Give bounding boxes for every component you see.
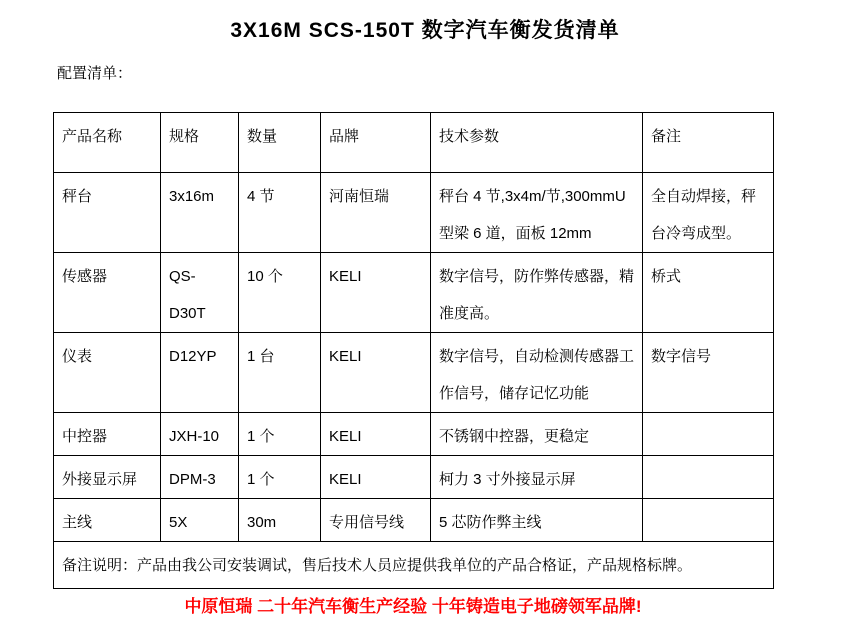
cell-params: 不锈钢中控器，更稳定 [431, 413, 643, 456]
cell-note [643, 413, 774, 456]
header-spec: 规格 [161, 113, 239, 173]
cell-spec: JXH-10 [161, 413, 239, 456]
cell-params: 数字信号，防作弊传感器，精准度高。 [431, 253, 643, 333]
header-product: 产品名称 [54, 113, 161, 173]
table-row [54, 499, 774, 542]
section-label: 配置清单： [57, 65, 133, 82]
cell-product: 中控器 [54, 413, 161, 456]
cell-note: 数字信号 [643, 333, 774, 413]
cell-spec: QS-D30T [161, 253, 239, 333]
cell-product: 仪表 [54, 333, 161, 413]
cell-note: 全自动焊接，秤台冷弯成型。 [643, 173, 774, 253]
cell-spec: DPM-3 [161, 456, 239, 499]
cell-spec: D12YP [161, 333, 239, 413]
cell-product: 主线 [54, 499, 161, 542]
cell-qty: 1 台 [239, 333, 321, 413]
cell-qty: 10 个 [239, 253, 321, 333]
table-row [54, 253, 774, 333]
cell-params: 数字信号，自动检测传感器工作信号，储存记忆功能 [431, 333, 643, 413]
remark-cell: 备注说明：产品由我公司安装调试，售后技术人员应提供我单位的产品合格证，产品规格标牌。 [54, 542, 774, 589]
header-brand: 品牌 [321, 113, 431, 173]
cell-product: 传感器 [54, 253, 161, 333]
cell-brand: KELI [321, 253, 431, 333]
table-header-row [54, 113, 774, 173]
cell-brand: KELI [321, 456, 431, 499]
cell-params: 柯力 3 寸外接显示屏 [431, 456, 643, 499]
cell-note [643, 456, 774, 499]
table-row [54, 333, 774, 413]
header-note: 备注 [643, 113, 774, 173]
table-row [54, 456, 774, 499]
config-table [53, 112, 774, 589]
header-params: 技术参数 [431, 113, 643, 173]
table-remark-row [54, 542, 774, 589]
cell-brand: KELI [321, 333, 431, 413]
cell-product: 外接显示屏 [54, 456, 161, 499]
table-row [54, 173, 774, 253]
cell-params: 5 芯防作弊主线 [431, 499, 643, 542]
cell-note: 桥式 [643, 253, 774, 333]
cell-qty: 4 节 [239, 173, 321, 253]
cell-params: 秤台 4 节,3x4m/节,300mmU型梁 6 道，面板 12mm [431, 173, 643, 253]
cell-note [643, 499, 774, 542]
cell-brand: KELI [321, 413, 431, 456]
cell-brand: 河南恒瑞 [321, 173, 431, 253]
cell-qty: 1 个 [239, 456, 321, 499]
page-title: 3X16M SCS-150T 数字汽车衡发货清单 [230, 19, 620, 42]
cell-qty: 30m [239, 499, 321, 542]
cell-brand: 专用信号线 [321, 499, 431, 542]
table-row [54, 413, 774, 456]
cell-spec: 3x16m [161, 173, 239, 253]
cell-qty: 1 个 [239, 413, 321, 456]
header-qty: 数量 [239, 113, 321, 173]
cell-spec: 5X [161, 499, 239, 542]
footer-slogan: 中原恒瑞 二十年汽车衡生产经验 十年铸造电子地磅领军品牌! [184, 597, 642, 616]
cell-product: 秤台 [54, 173, 161, 253]
